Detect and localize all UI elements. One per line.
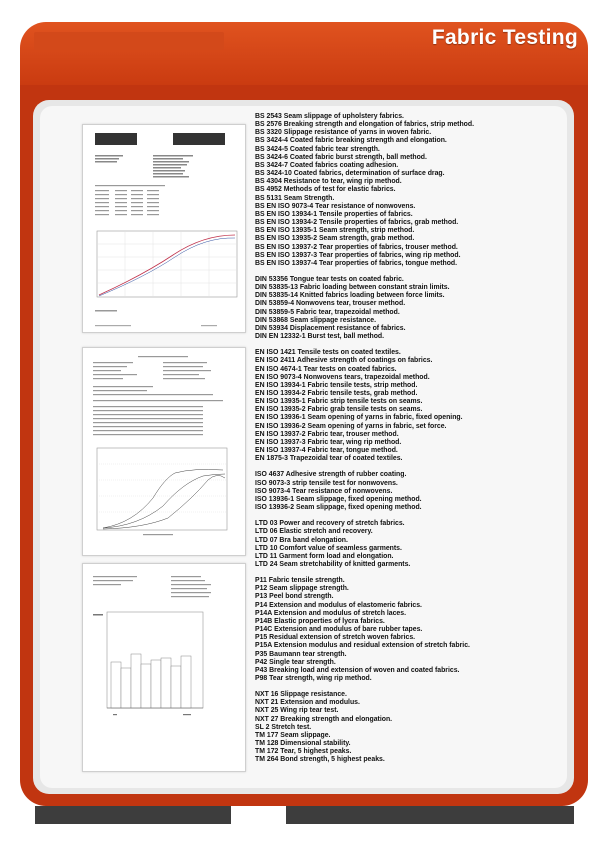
list-item: DIN EN 12332-1 Burst test, ball method. bbox=[255, 333, 385, 341]
list-item: P35 Baumann tear strength. bbox=[255, 650, 347, 658]
list-item: BS EN ISO 13934-1 Tensile properties of fabrics. bbox=[255, 210, 413, 218]
list-item: BS EN ISO 13934-2 Tensile properties of fabrics, grab method. bbox=[255, 219, 459, 227]
list-item: P14B Elastic properties of lycra fabrics. bbox=[255, 617, 385, 625]
list-item: BS 5131 Seam Strength. bbox=[255, 194, 335, 202]
list-item: BS 2543 Seam slippage of upholstery fabrics. bbox=[255, 113, 404, 120]
list-item: BS 4304 Resistance to tear, wing rip method. bbox=[255, 178, 402, 186]
list-item: DIN 53356 Tongue tear tests on coated fabric. bbox=[255, 275, 404, 283]
header-decoration bbox=[34, 32, 224, 50]
p-methods bbox=[255, 577, 573, 683]
list-item: LTD 06 Elastic stretch and recovery. bbox=[255, 528, 373, 536]
list-item: LTD 10 Comfort value of seamless garments. bbox=[255, 544, 402, 552]
list-item: DIN 53868 Seam slippage resistance. bbox=[255, 316, 377, 324]
list-item: EN ISO 9073-4 Nonwovens tears, trapezoidal method. bbox=[255, 373, 430, 381]
list-item: BS 3424-5 Coated fabric tear strength. bbox=[255, 145, 380, 153]
list-item: EN ISO 2411 Adhesive strength of coatings on fabrics. bbox=[255, 357, 433, 365]
list-item: LTD 24 Seam stretchability of knitted garments. bbox=[255, 560, 411, 568]
list-item: P14 Extension and modulus of elastomeric fabrics. bbox=[255, 601, 422, 609]
list-item: BS 3320 Slippage resistance of yarns in woven fabric. bbox=[255, 129, 432, 137]
list-item: BS 2576 Breaking strength and elongation of fabrics, strip method. bbox=[255, 121, 475, 129]
list-item: NXT 21 Extension and modulus. bbox=[255, 699, 360, 707]
list-item: EN ISO 1421 Tensile tests on coated textiles. bbox=[255, 349, 401, 357]
list-item: LTD 07 Bra band elongation. bbox=[255, 536, 348, 544]
list-item: BS EN ISO 13937-2 Tear properties of fabrics, trouser method. bbox=[255, 243, 458, 251]
list-item: P11 Fabric tensile strength. bbox=[255, 577, 345, 585]
list-item: P98 Tear strength, wing rip method. bbox=[255, 675, 372, 682]
list-item: EN ISO 13936-1 Seam opening of yarns in fabric, fixed opening. bbox=[255, 414, 463, 422]
list-item: EN ISO 13937-2 Fabric tear, trouser method. bbox=[255, 430, 399, 438]
list-item: EN 1875-3 Trapezoidal tear of coated textiles. bbox=[255, 455, 403, 463]
list-item: P13 Peel bond strength. bbox=[255, 593, 334, 601]
list-item: ISO 9073-4 Tear resistance of nonwovens. bbox=[255, 487, 393, 495]
list-item: P14C Extension and modulus of bare rubber tapes. bbox=[255, 626, 423, 634]
page-title: Fabric Testing bbox=[431, 26, 578, 49]
list-item: TM 172 Tear, 5 highest peaks. bbox=[255, 748, 352, 756]
din-methods bbox=[255, 276, 573, 341]
list-item: P42 Single tear strength. bbox=[255, 658, 336, 666]
list-item: DIN 53859-4 Nonwovens tear, trouser method. bbox=[255, 300, 406, 308]
list-item: BS 3424-7 Coated fabrics coating adhesion. bbox=[255, 161, 399, 169]
list-item: EN ISO 13934-1 Fabric tensile tests, strip method. bbox=[255, 381, 418, 389]
list-item: P15A Extension modulus and residual extension of stretch fabric. bbox=[255, 642, 470, 650]
list-item: ISO 9073-3 strip tensile test for nonwovens. bbox=[255, 479, 398, 487]
test-methods-list bbox=[255, 113, 573, 773]
footer-bar-right bbox=[286, 806, 574, 824]
list-item: P12 Seam slippage strength. bbox=[255, 585, 349, 593]
list-item: BS 4952 Methods of test for elastic fabrics. bbox=[255, 186, 396, 194]
list-item: ISO 4637 Adhesive strength of rubber coating. bbox=[255, 471, 407, 479]
list-item: P15 Residual extension of stretch woven fabrics. bbox=[255, 634, 416, 642]
bs-methods bbox=[255, 113, 573, 268]
list-item: TM 128 Dimensional stability. bbox=[255, 740, 351, 748]
en-iso-methods bbox=[255, 349, 573, 463]
list-item: LTD 11 Garment form load and elongation. bbox=[255, 552, 394, 560]
list-item: SL 2 Stretch test. bbox=[255, 723, 312, 731]
list-item: ISO 13936-2 Seam slippage, fixed opening method. bbox=[255, 504, 422, 512]
list-item: DIN 53835-13 Fabric loading between constant strain limits. bbox=[255, 284, 450, 292]
list-item: BS 3424-4 Coated fabric breaking strength and elongation. bbox=[255, 137, 447, 145]
list-item: NXT 27 Breaking strength and elongation. bbox=[255, 715, 393, 723]
list-item: EN ISO 13934-2 Fabric tensile tests, grab method. bbox=[255, 390, 418, 397]
nxt-tm-methods bbox=[255, 691, 573, 764]
footer-bar-left bbox=[35, 806, 231, 824]
list-item: BS 3424-10 Coated fabrics, determination of surface drag. bbox=[255, 170, 445, 178]
list-item: BS EN ISO 13937-3 Tear properties of fabrics, wing rip method. bbox=[255, 251, 461, 259]
report-thumbnail-printout-image bbox=[83, 348, 245, 555]
report-thumbnail-tensile-image bbox=[83, 125, 245, 332]
list-item: NXT 25 Wing rip tear test. bbox=[255, 707, 339, 715]
list-item: TM 264 Bond strength, 5 highest peaks. bbox=[255, 756, 385, 764]
list-item: EN ISO 4674-1 Tear tests on coated fabrics. bbox=[255, 365, 397, 373]
list-item: BS 3424-6 Coated fabric burst strength, ball method. bbox=[255, 153, 427, 161]
list-item: BS EN ISO 9073-4 Tear resistance of nonwovens. bbox=[255, 202, 416, 210]
list-item: EN ISO 13937-4 Fabric tear, tongue method. bbox=[255, 447, 398, 455]
list-item: DIN 53934 Displacement resistance of fabrics. bbox=[255, 324, 406, 332]
report-thumbnail-bar-chart bbox=[82, 563, 246, 772]
list-item: EN ISO 13937-3 Fabric tear, wing rip method. bbox=[255, 438, 402, 446]
list-item: BS EN ISO 13935-1 Seam strength, strip method. bbox=[255, 227, 415, 235]
list-item: EN ISO 13935-1 Fabric strip tensile tests on seams. bbox=[255, 398, 423, 406]
list-item: LTD 03 Power and recovery of stretch fabrics. bbox=[255, 520, 405, 528]
list-item: P43 Breaking load and extension of woven and coated fabrics. bbox=[255, 666, 460, 674]
list-item: BS EN ISO 13937-4 Tear properties of fabrics, tongue method. bbox=[255, 259, 458, 267]
report-thumbnail-tensile bbox=[82, 124, 246, 333]
ltd-methods bbox=[255, 520, 573, 569]
report-thumbnail-bar-chart-image bbox=[83, 564, 245, 771]
list-item: ISO 13936-1 Seam slippage, fixed opening method. bbox=[255, 495, 422, 503]
iso-methods bbox=[255, 471, 573, 512]
list-item: BS EN ISO 13935-2 Seam strength, grab method. bbox=[255, 235, 415, 243]
list-item: DIN 53859-5 Fabric tear, trapezoidal method. bbox=[255, 308, 400, 316]
list-item: DIN 53835-14 Knitted fabrics loading between force limits. bbox=[255, 292, 445, 300]
list-item: P14A Extension and modulus of stretch laces. bbox=[255, 609, 406, 617]
list-item: TM 177 Seam slippage. bbox=[255, 731, 331, 739]
report-thumbnail-printout bbox=[82, 347, 246, 556]
list-item: EN ISO 13936-2 Seam opening of yarns in fabric, set force. bbox=[255, 422, 447, 430]
list-item: NXT 16 Slippage resistance. bbox=[255, 691, 347, 699]
list-item: EN ISO 13935-2 Fabric grab tensile tests on seams. bbox=[255, 406, 423, 414]
